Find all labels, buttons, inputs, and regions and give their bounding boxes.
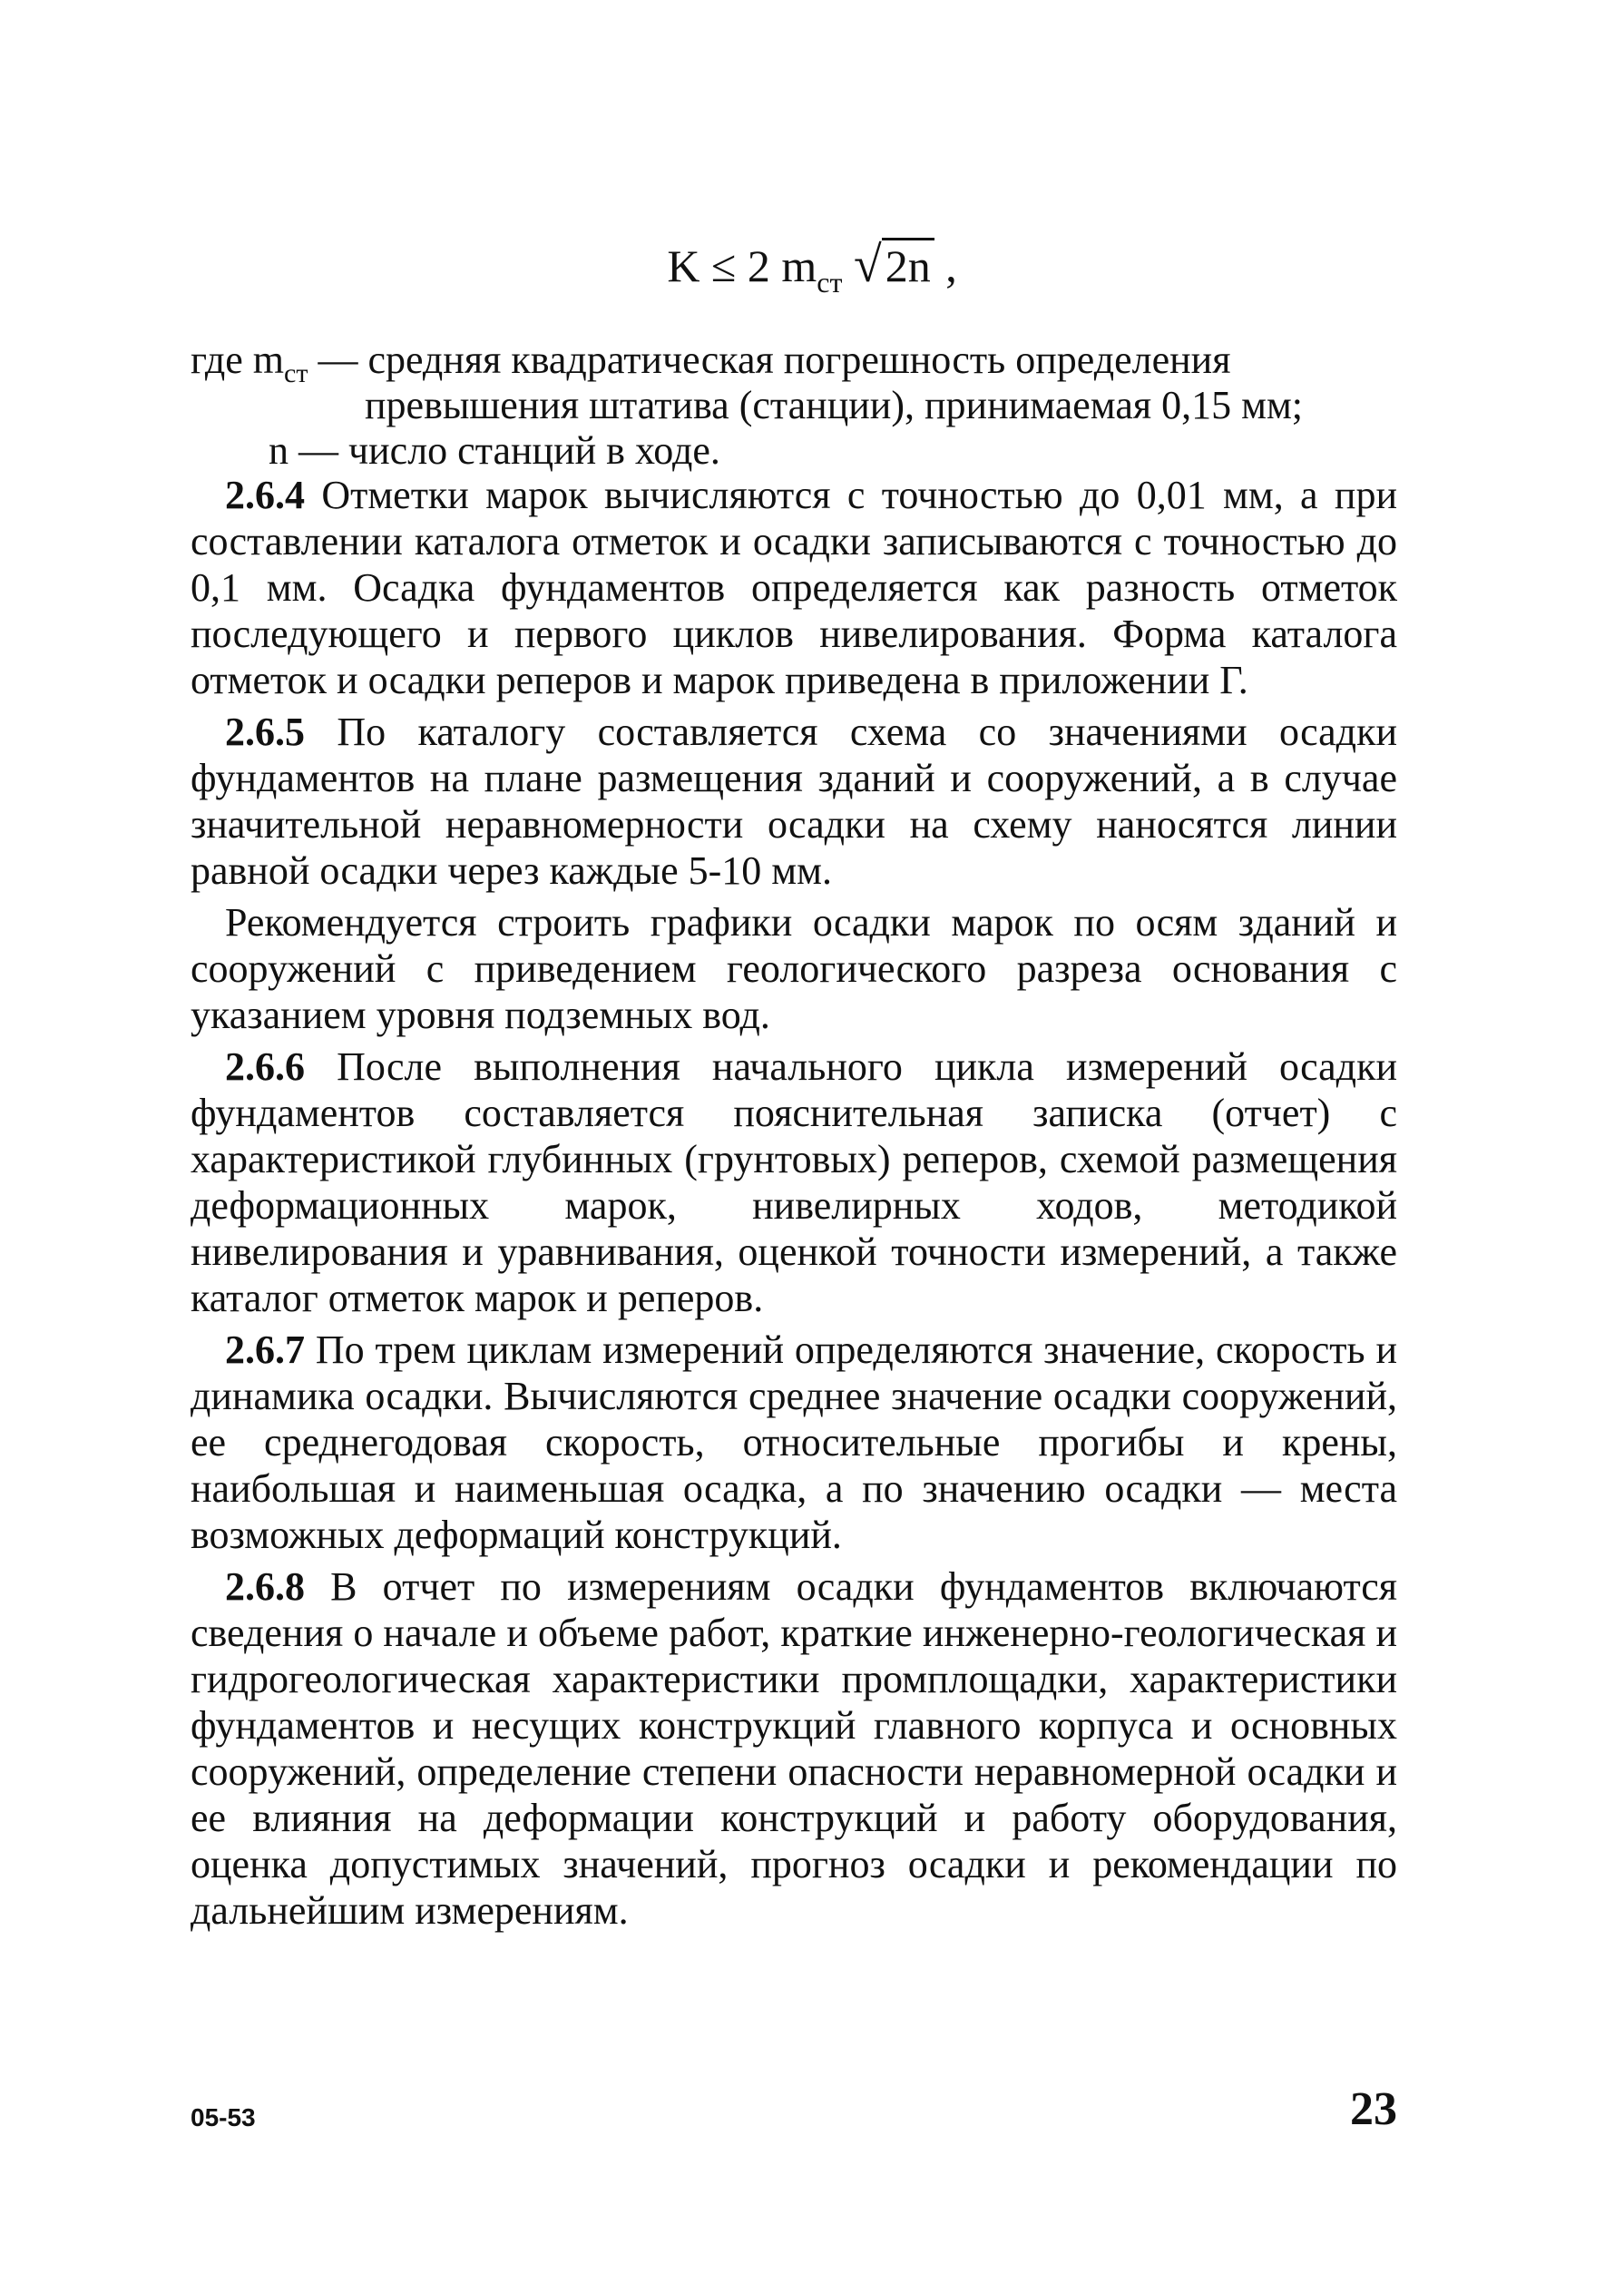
where-line-3: n — число станций в ходе. <box>269 428 720 473</box>
where-line-2: превышения штатива (станции), принимаемая 0,15 мм; <box>365 383 1304 427</box>
paragraph-recommendation <box>191 899 1397 1038</box>
paragraph-text: По каталогу составляется схема со значениями осадки фундаментов на плане размещения зданий и сооружений, а в случае значительной неравномерности осадки на схему наносятся линии равной осадки через каждые 5-10 мм. <box>191 710 1397 893</box>
clause-number: 2.6.8 <box>225 1564 305 1609</box>
paragraph-2-6-7 <box>191 1327 1397 1558</box>
paragraph-text: После выполнения начального цикла измерений осадки фундаментов составляется пояснительная записка (отчет) с характеристикой глубинных (грунтовых) реперов, схемой размещения деформационных марок, нивелирных ходов, методикой нивелирования и уравнивания, оценкой точности измерений, а также каталог отметок марок и реперов. <box>191 1044 1397 1320</box>
paragraph-2-6-4 <box>191 472 1397 703</box>
formula-subscript: ст <box>817 266 843 299</box>
formula-lhs: K ≤ 2 m <box>667 240 817 291</box>
where-line-1-prefix: где m <box>191 338 284 382</box>
formula-tail: , <box>934 240 957 291</box>
body-text <box>191 472 1397 1939</box>
footer-code: 05-53 <box>191 2103 256 2131</box>
page-number: 23 <box>1350 2083 1397 2135</box>
clause-number: 2.6.4 <box>225 473 305 517</box>
paragraph-text: В отчет по измерениям осадки фундаментов включаются сведения о начале и объеме работ, краткие инженерно-геологическая и гидрогеологическая характеристики промплощадки, характеристики фундаментов и несущих конструкций главного корпуса и основных сооружений, определение степени опасности неравномерной осадки и ее влияния на деформации конструкций и работу оборудования, оценка допустимых значений, прогноз осадки и рекомендации по дальнейшим измерениям. <box>191 1564 1397 1933</box>
paragraph-text: По трем циклам измерений определяются значение, скорость и динамика осадки. Вычисляются среднее значение осадки сооружений, ее среднегодовая скорость, относительные прогибы и крены, наибольшая и наименьшая осадка, а по значению осадки — места возможных деформаций конструкций. <box>191 1328 1397 1557</box>
clause-number: 2.6.5 <box>225 710 305 754</box>
paragraph-text: Отметки марок вычисляются с точностью до 0,01 мм, а при составлении каталога отметок и осадки записываются с точностью до 0,1 мм. Осадка фундаментов определяется как разность отметок последующего и первого циклов нивелирования. Форма каталога отметок и осадки реперов и марок приведена в приложении Г. <box>191 473 1397 702</box>
sqrt-symbol: √ <box>853 237 882 293</box>
clause-number: 2.6.6 <box>225 1044 305 1089</box>
formula-radicand: 2n <box>882 238 934 291</box>
paragraph-2-6-8 <box>191 1563 1397 1934</box>
paragraph-2-6-5 <box>191 709 1397 894</box>
formula <box>0 238 1624 309</box>
paragraph-2-6-6 <box>191 1043 1397 1321</box>
where-line-1-text: — средняя квадратическая погрешность определения <box>308 338 1231 382</box>
paragraph-text: Рекомендуется строить графики осадки марок по осям зданий и сооружений с приведением геологического разреза основания с указанием уровня подземных вод. <box>191 900 1397 1037</box>
clause-number: 2.6.7 <box>225 1328 305 1372</box>
where-line-1-subscript: ст <box>284 358 308 388</box>
